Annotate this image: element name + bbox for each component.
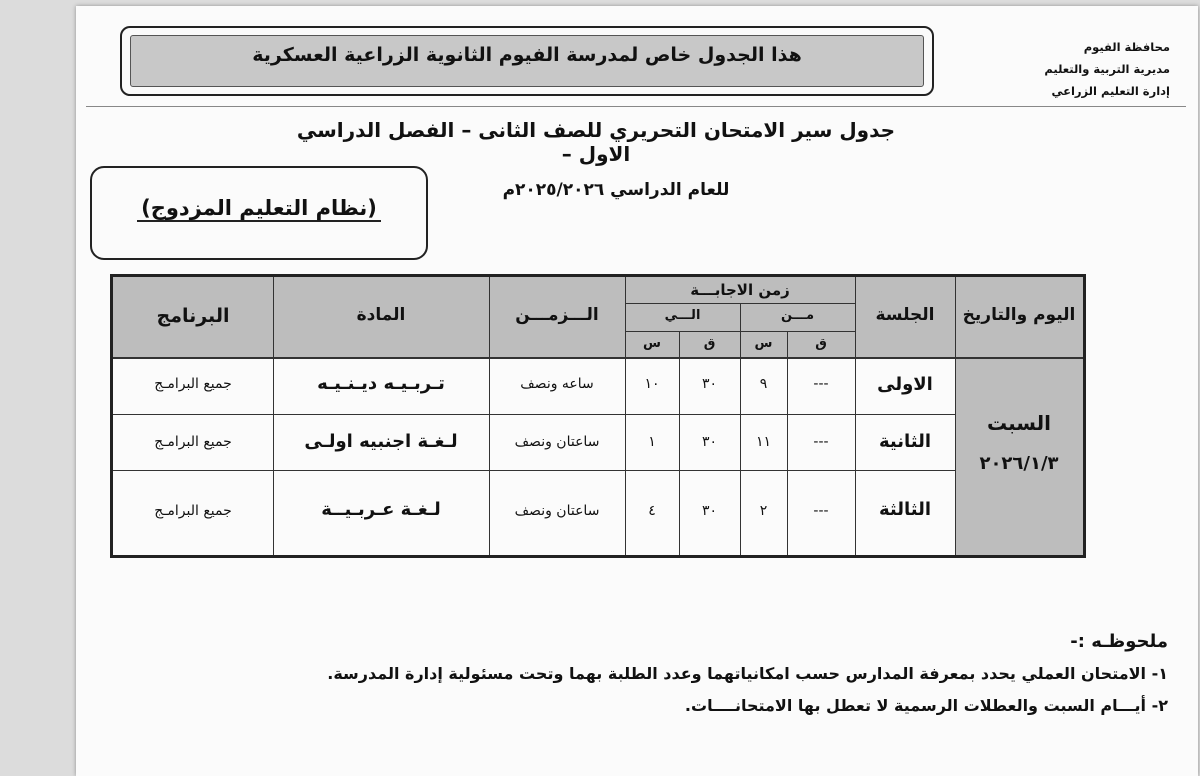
header-duration: الـــزمـــن <box>515 305 599 325</box>
school-banner <box>120 26 934 96</box>
exam-date: ٢٠٢٦/١/٣ <box>979 453 1059 474</box>
authority-directorate: مديرية التربية والتعليم <box>1044 62 1170 76</box>
header-divider <box>86 106 1186 107</box>
row3-program: جميع البرامـج <box>154 503 232 519</box>
row3-from-hour: ٢ <box>759 503 768 519</box>
row2-subject: لـغـة اجنبيه اولـى <box>304 431 458 452</box>
row3-session: الثالثة <box>878 499 932 520</box>
school-banner-text: هذا الجدول خاص لمدرسة الفيوم الثانوية الزراعية العسكرية <box>130 35 924 87</box>
header-to: الـــي <box>664 308 701 323</box>
row1-session: الاولى <box>877 374 933 395</box>
row1-to-min: ٣٠ <box>701 376 718 392</box>
header-from-hour: س <box>754 336 773 351</box>
row3-from-min: --- <box>813 503 829 519</box>
header-program: البرنامج <box>156 305 230 327</box>
issuing-authority <box>1010 36 1170 102</box>
row1-program: جميع البرامـج <box>154 376 232 392</box>
row1-from-hour: ٩ <box>759 376 768 392</box>
row3-to-hour: ٤ <box>648 503 656 519</box>
row1-duration: ساعه ونصف <box>520 376 594 392</box>
header-from-min: ق <box>815 336 827 351</box>
authority-administration: إدارة التعليم الزراعي <box>1051 84 1170 98</box>
exam-schedule-table <box>110 274 1086 558</box>
row2-session: الثانية <box>878 431 932 452</box>
exam-day: السبت <box>986 411 1052 435</box>
row1-subject: تـربـيـه ديـنـيـه <box>317 373 445 394</box>
header-from: مـــن <box>780 308 815 323</box>
note-item: ٢- أيـــام السبت والعطلات الرسمية لا تعطل بها الامتحانــــات. <box>684 696 1168 715</box>
row2-from-hour: ١١ <box>755 434 772 450</box>
row2-program: جميع البرامـج <box>154 434 232 450</box>
row2-from-min: --- <box>813 434 829 450</box>
page-title: جدول سير الامتحان التحريري للصف الثانى – الفصل الدراسي الاول – <box>296 118 896 166</box>
row2-to-min: ٣٠ <box>701 434 718 450</box>
header-to-min: ق <box>703 336 716 351</box>
row3-duration: ساعتان ونصف <box>514 503 600 519</box>
row3-subject: لـغـة عـربـيــة <box>321 499 441 520</box>
document-page <box>76 6 1198 776</box>
header-to-hour: س <box>643 336 661 351</box>
row2-duration: ساعتان ونصف <box>514 434 600 450</box>
row1-from-min: --- <box>813 376 829 392</box>
education-system-box <box>90 166 428 260</box>
row1-to-hour: ١٠ <box>644 376 660 392</box>
notes-section <box>168 626 1168 722</box>
notes-title: ملحوظـه :- <box>1070 631 1168 652</box>
header-session: الجلسة <box>875 305 935 325</box>
note-item: ١- الامتحان العملي يحدد بمعرفة المدارس حسب امكانياتهما وعدد الطلبة بهما وتحت مسئولية إدارة المدرسة. <box>327 664 1168 683</box>
academic-year: للعام الدراسي ٢٠٢٥/٢٠٢٦م <box>502 180 730 200</box>
header-answer-time: زمن الاجابـــة <box>690 281 790 299</box>
header-day-date: اليوم والتاريخ <box>962 305 1076 325</box>
education-system-label: (نظام التعليم المزدوج) <box>137 196 381 222</box>
row2-to-hour: ١ <box>648 434 656 450</box>
header-subject: المادة <box>356 305 406 325</box>
authority-governorate: محافظة الفيوم <box>1083 40 1170 54</box>
row3-to-min: ٣٠ <box>701 503 718 519</box>
